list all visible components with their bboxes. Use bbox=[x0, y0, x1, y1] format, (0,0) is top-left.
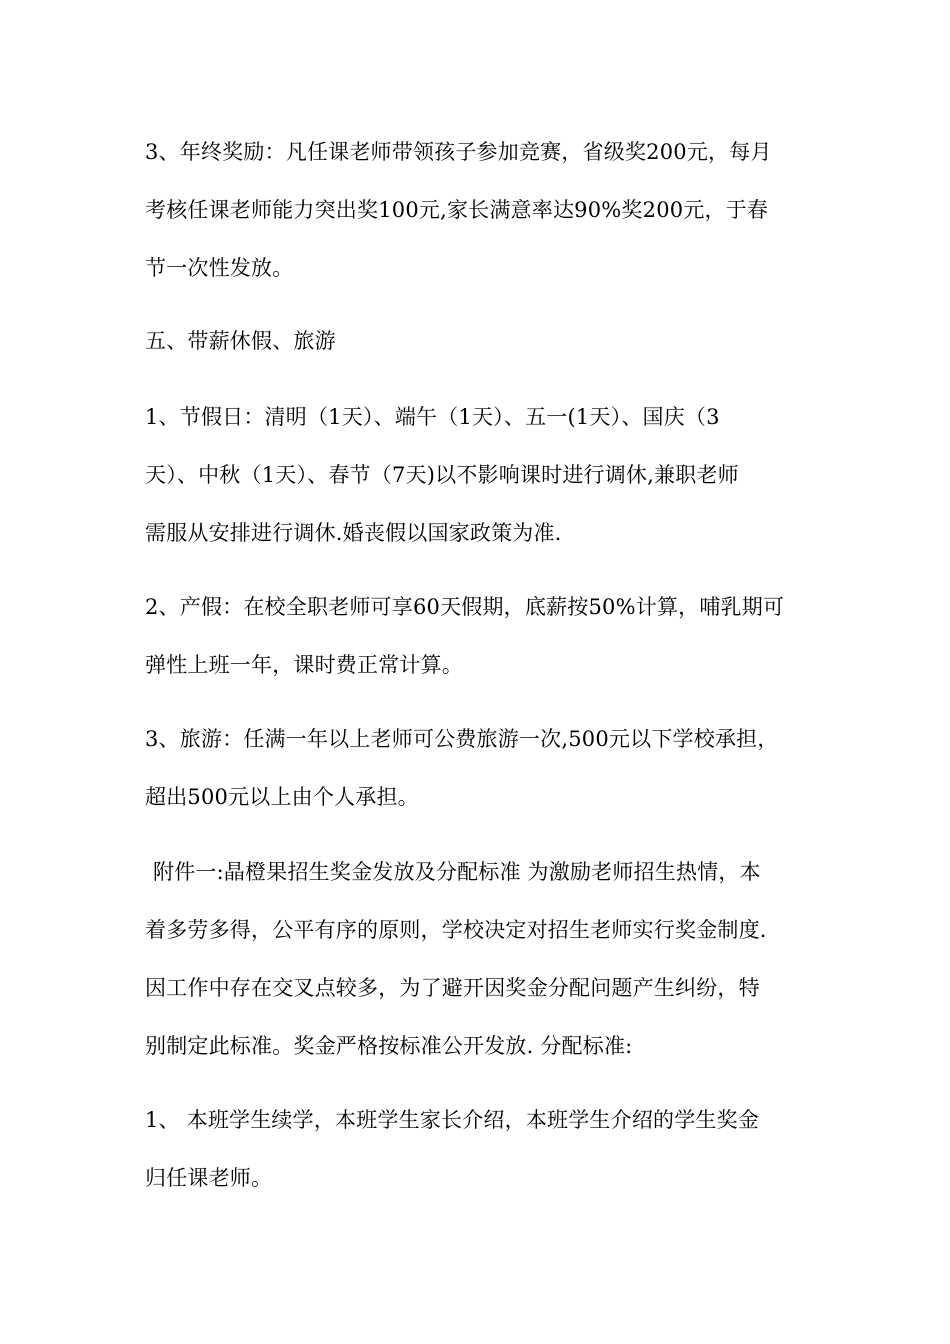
text-line: 3、旅游：任满一年以上老师可公费旅游一次,500元以下学校承担， bbox=[145, 727, 779, 751]
text-line: 天）、中秋（1天）、春节（7天)以不影响课时进行调休,兼职老师 bbox=[145, 463, 739, 487]
section-heading: 五、带薪休假、旅游 bbox=[145, 329, 336, 353]
text-line: 2、产假：在校全职老师可享60天假期，底薪按50%计算，哺乳期可 bbox=[145, 595, 785, 619]
text-line: 3、年终奖励：凡任课老师带领孩子参加竞赛，省级奖200元，每月 bbox=[145, 140, 772, 164]
text-line: 节一次性发放。 bbox=[145, 256, 294, 280]
text-line: 1、 本班学生续学，本班学生家长介绍，本班学生介绍的学生奖金 bbox=[145, 1108, 760, 1132]
text-line: 弹性上班一年，课时费正常计算。 bbox=[145, 653, 463, 677]
text-line: 别制定此标准。奖金严格按标准公开发放. 分配标准: bbox=[145, 1034, 633, 1058]
text-line: 超出500元以上由个人承担。 bbox=[145, 785, 419, 809]
text-line: 1、节假日：清明（1天）、端午（1天）、五一(1天）、国庆（3 bbox=[145, 405, 720, 429]
text-line: 考核任课老师能力突出奖100元,家长满意率达90%奖200元，于春 bbox=[145, 198, 769, 222]
text-line: 归任课老师。 bbox=[145, 1166, 273, 1190]
text-line: 因工作中存在交叉点较多，为了避开因奖金分配问题产生纠纷，特 bbox=[145, 976, 760, 1000]
text-line: 着多劳多得，公平有序的原则，学校决定对招生老师实行奖金制度. bbox=[145, 918, 767, 942]
text-line: 需服从安排进行调休.婚丧假以国家政策为准. bbox=[145, 521, 562, 545]
appendix-heading: 附件一:晶橙果招生奖金发放及分配标准 为激励老师招生热情，本 bbox=[153, 860, 761, 884]
